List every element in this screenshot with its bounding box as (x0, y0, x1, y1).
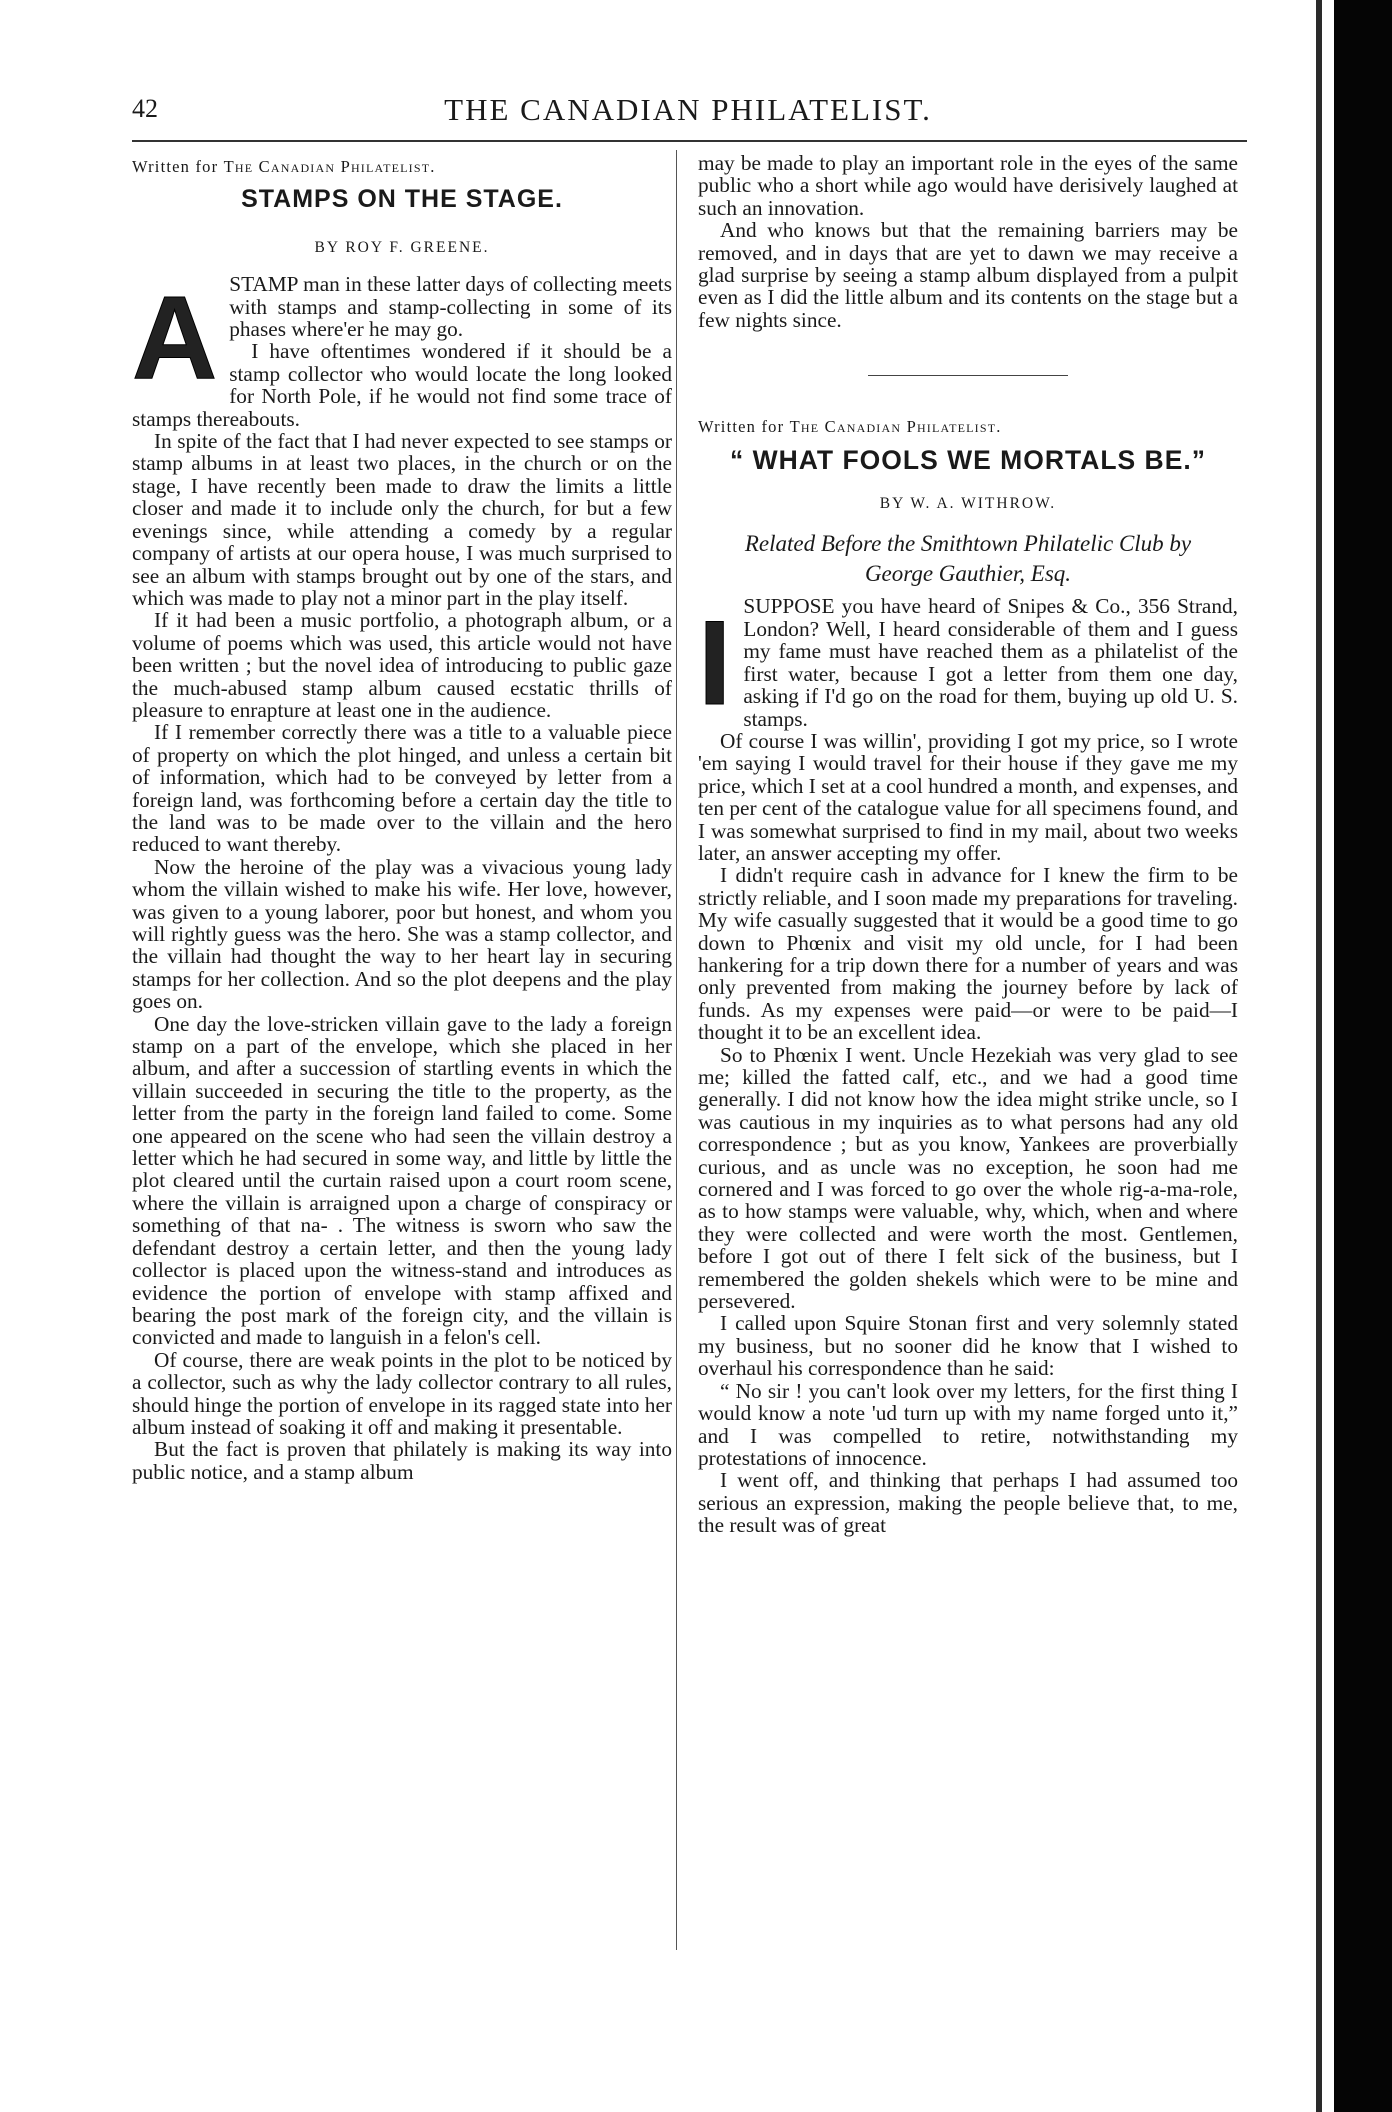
article1-paragraph: I have oftentimes wondered if it should be a stamp collector who would locate the long looked for North Pole, if he would not find some trace of stamps thereabouts. (132, 339, 672, 431)
article2-title: “ WHAT FOOLS WE MORTALS BE.” (729, 444, 1206, 475)
article2-subtitle: Related Before the Smithtown Philatelic Club by George Gauthier, Esq. (744, 531, 1192, 587)
article2-paragraph: “ No sir ! you can't look over my letters, for the first thing I would know a note 'ud turn up with my name forged unto it,” and I was compelled to retire, notwithstanding my protestations of innocence. (698, 1378, 1238, 1470)
article1-paragraph: Of course, there are weak points in the plot to be noticed by a collector, such as why the lady collector contrary to all rules, should hinge the portion of envelope in its ragged state into her album instead of soaking it off and making it presentable. (132, 1347, 672, 1439)
right-column (698, 152, 1238, 1537)
page-header (132, 92, 1244, 132)
article2-byline: BY W. A. WITHROW. (879, 495, 1057, 513)
article2-paragraph: Of course I was willin', providing I got my price, so I wrote 'em saying I would travel for their house if they gave me my price, which I set at a cool hundred a month, and expenses, and ten per cent of the catalogue value for all specimens found, and I was somewhat surprised to find in my mail, about two weeks later, an answer accepting my offer. (698, 728, 1238, 865)
dropcap-letter-i: I (698, 596, 732, 731)
article2-paragraph: I went off, and thinking that perhaps I had assumed too serious an expression, making the people believe that, to me, the result was of great (698, 1468, 1238, 1538)
article1-paragraph: ASTAMP man in these latter days of collecting meets with stamps and stamp-collecting in some of its phases where'er he may go. (132, 272, 672, 405)
article1-paragraph: And who knows but that the remaining barriers may be removed, and in days that are yet to dawn we may receive a glad surprise by seeing a stamp album displayed from a pulpit even as I did the little album and its contents on the stage but a few nights since. (698, 218, 1238, 332)
journal-title: THE CANADIAN PHILATELIST. (444, 92, 932, 127)
left-column (132, 152, 672, 1483)
article1-paragraph: One day the love-stricken villain gave to the lady a foreign stamp on a part of the envelope, which she placed in her album, and after a succession of startling events in which the villain succeeded in securing the title to the property, as the letter from the party in the foreign land failed to come. Some one appeared on the scene who had seen the villain destroy a letter which he had secured in some way, and little by little the plot cleared until the curtain raised upon a court room scene, where the villain is arraigned upon a charge of conspiracy or something of that na- . The witness is sworn who saw the defendant destroy a certain letter, and then the young lady collector is placed upon the witness-stand and introduces as evidence the portion of envelope with stamp affixed and bearing the post mark of the foreign city, and the villain is convicted and made to languish in a felon's cell. (132, 1011, 672, 1350)
page-number: 42 (132, 94, 158, 123)
dropcap-letter-a: A (132, 272, 218, 405)
article1-paragraph: In spite of the fact that I had never expected to see stamps or stamp albums in at least two places, in the church or on the stage, I have recently been made to draw the limits a little closer and made it to include only the church, for but a few evenings since, while attending a comedy by a regular company of artists at our opera house, I was much surprised to see an album with stamps brought out by one of the stars, and which was made to play not a minor part in the play itself. (132, 429, 672, 610)
article1-byline: BY ROY F. GREENE. (314, 238, 490, 256)
column-divider (676, 150, 677, 1950)
article1-title: STAMPS ON THE STAGE. (241, 185, 563, 214)
article1-paragraph: But the fact is proven that philately is making its way into public notice, and a stamp album (132, 1437, 672, 1484)
article1-paragraph: If it had been a music portfolio, a photograph album, or a volume of poems which was used, this article would not have been written ; but the novel idea of introducing to public gaze the much-abused stamp album caused ecstatic thrills of pleasure to enrapture at least one in the audience. (132, 608, 672, 722)
article1-written-for: Written for The Canadian Philatelist. (132, 157, 436, 176)
article-separator (868, 375, 1068, 376)
article1-paragraph: If I remember correctly there was a title to a valuable piece of property on which the plot hinged, and unless a certain bit of information, which had to be conveyed by letter from a foreign land, was forthcoming before a certain day the title to the land was to be made over to the villain and the hero reduced to want thereby. (132, 720, 672, 857)
article2-written-for: Written for The Canadian Philatelist. (698, 417, 1002, 437)
article2-paragraph: I didn't require cash in advance for I knew the firm to be strictly reliable, and I soon made my preparations for traveling. My wife casually suggested that it would be a good time to go down to Phœnix and visit my old uncle, for I had been hankering for a trip down there for a number of years and was only prevented from making the journey before by lack of funds. As my expenses were paid—or were to be paid—I thought it to be an excellent idea. (698, 863, 1238, 1045)
article1-paragraph-continued: may be made to play an important role in the eyes of the same public who a short while ago would have derisively laughed at such an innovation. (698, 151, 1238, 220)
article2-paragraph: ISUPPOSE you have heard of Snipes & Co., 356 Strand, London? Well, I heard considerable of them and I guess my fame must have reached them as a philatelist of the first water, because I got a letter from them one day, asking if I'd go on the road for them, buying up old U. S. stamps. (698, 594, 1238, 731)
page-edge-shadow (1334, 0, 1392, 2112)
article2-paragraph: So to Phœnix I went. Uncle Hezekiah was very glad to see me; killed the fatted calf, etc., and we had a good time generally. I did not know how the idea might strike uncle, so I was cautious in my inquiries as to what persons had any old correspondence ; but as you know, Yankees are proverbially curious, and as uncle was no exception, he soon had me cornered and I was forced to go over the whole rig-a-ma-role, as to how stamps were valuable, why, which, when and where they were collected and were worth the most. Gentlemen, before I got out of there I felt sick of the business, but I remembered the golden shekels which were to be mine and persevered. (698, 1042, 1238, 1314)
header-rule (132, 140, 1247, 142)
article2-paragraph: I called upon Squire Stonan first and very solemnly stated my business, but no sooner did he know that I wished to overhaul his correspondence than he said: (698, 1311, 1238, 1381)
article1-paragraph: Now the heroine of the play was a vivacious young lady whom the villain wished to make his wife. Her love, however, was given to a young laborer, poor but honest, and whom you will rightly guess was the hero. She was a stamp collector, and the villain had thought the way to her heart lay in securing stamps for her collection. And so the plot deepens and the play goes on. (132, 854, 672, 1014)
